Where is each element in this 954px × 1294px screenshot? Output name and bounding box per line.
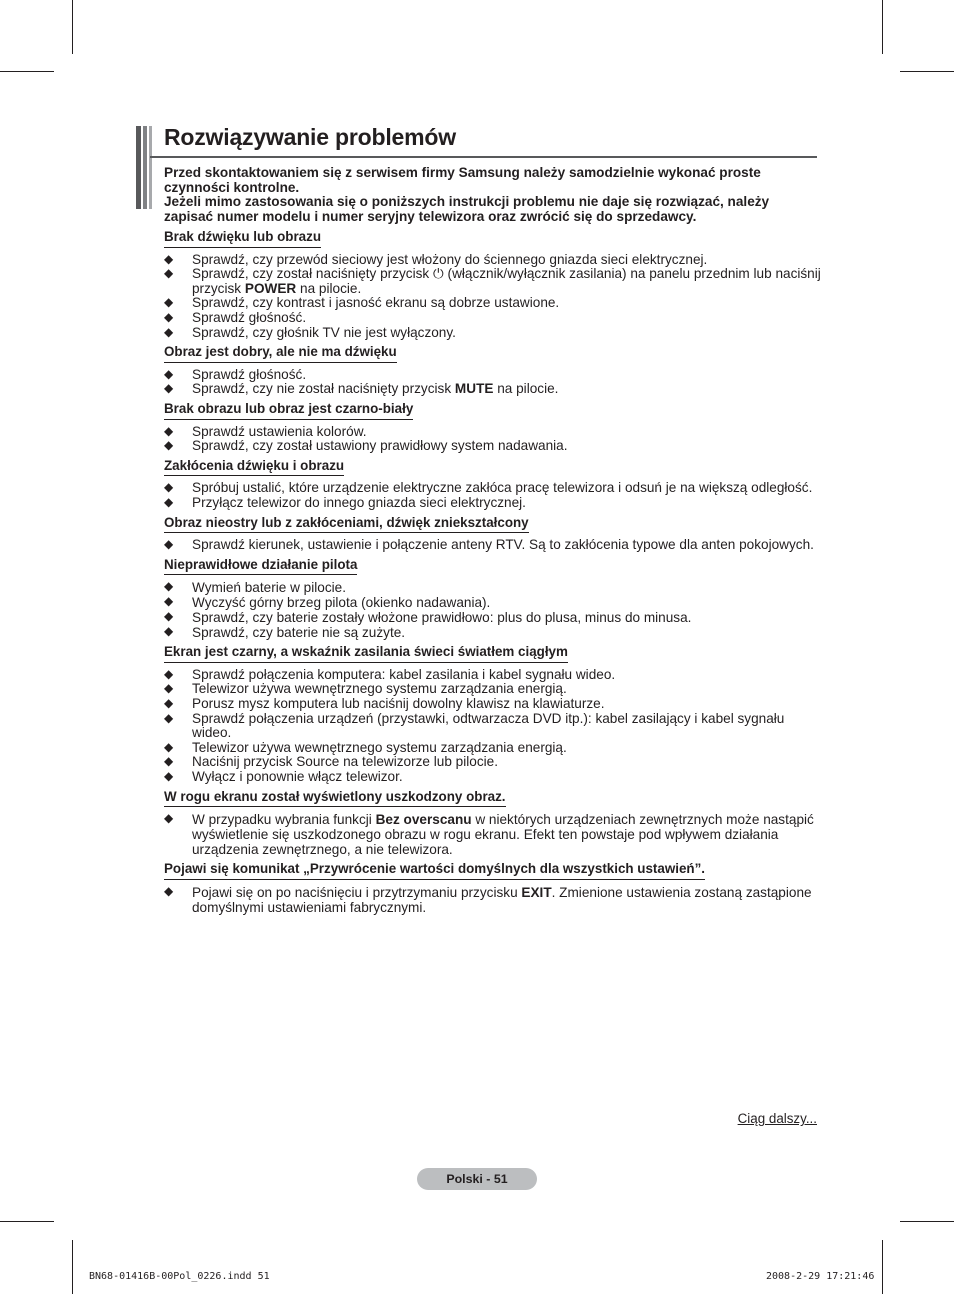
list-item: ◆ Wyłącz i ponownie włącz telewizor. [164, 769, 403, 785]
list-item: ◆ Sprawdź połączenia komputera: kabel zasilania i kabel sygnału wideo. [164, 666, 616, 682]
section-heading: Zakłócenia dźwięku i obrazu [164, 459, 344, 477]
key-label: POWER [244, 280, 297, 296]
diamond-bullet-icon: ◆ [164, 609, 174, 624]
section [164, 459, 824, 511]
continued-link[interactable]: Ciąg dalszy... [737, 1111, 817, 1126]
list-item: ◆ Porusz mysz komputera lub naciśnij dowolny klawisz na klawiaturze. [164, 696, 605, 712]
diamond-bullet-icon: ◆ [164, 381, 174, 396]
diamond-bullet-icon: ◆ [164, 624, 174, 639]
diamond-bullet-icon: ◆ [164, 366, 174, 381]
crop-mark [72, 0, 73, 54]
list-item: ◆ Wyczyść górny brzeg pilota (okienko nadawania). [164, 594, 491, 611]
diamond-bullet-icon: ◆ [164, 666, 174, 681]
crop-mark [882, 0, 883, 54]
checklist [164, 425, 824, 454]
footer-file: BN68-01416B-00Pol_0226.indd 51 [89, 1271, 270, 1282]
list-item: ◆ Sprawdź, czy nie został naciśnięty przycisk MUTE na pilocie. [164, 381, 559, 397]
list-item: ◆ Sprawdź, czy baterie zostały włożone prawidłowo: plus do plusa, minus do minusa. [164, 609, 692, 626]
list-item: ◆ Wymień baterie w pilocie. [164, 579, 346, 596]
section [164, 345, 824, 397]
list-item: ◆ Naciśnij przycisk Source na telewizorze lub pilocie. [164, 754, 498, 770]
checklist [164, 580, 824, 640]
list-item: ◆ Sprawdź, czy głośnik TV nie jest wyłączony. [164, 324, 456, 340]
list-item: ◆ Sprawdź kierunek, ustawienie i połączenie anteny RTV. Są to zakłócenia typowe dla anten pokojowych. [164, 537, 814, 553]
section-heading: W rogu ekranu został wyświetlony uszkodzony obraz. [164, 790, 506, 808]
crop-mark [0, 1221, 54, 1222]
list-item: ◆ Sprawdź, czy został naciśnięty przycisk ⏻ (włącznik/wyłącznik zasilania) na panelu przednim lub naciśnij przycisk POWER na pilocie. [164, 266, 821, 296]
diamond-bullet-icon: ◆ [164, 883, 174, 898]
diamond-bullet-icon: ◆ [164, 324, 174, 339]
diamond-bullet-icon: ◆ [164, 438, 174, 453]
list-item: ◆ Sprawdź głośność. [164, 366, 307, 382]
section [164, 645, 824, 784]
crop-mark [900, 71, 954, 72]
diamond-bullet-icon: ◆ [164, 266, 174, 281]
title-decoration-bars [136, 126, 152, 209]
section-heading: Nieprawidłowe działanie pilota [164, 558, 357, 576]
list-item: ◆ Sprawdź, czy baterie nie są zużyte. [164, 624, 406, 641]
list-item: ◆ Sprawdź ustawienia kolorów. [164, 423, 367, 439]
checklist [164, 481, 824, 510]
list-item: ◆ Spróbuj ustalić, które urządzenie elektryczne zakłóca pracę telewizora i odsuń je na większą odległość. [164, 480, 813, 496]
section [164, 402, 824, 454]
diamond-bullet-icon: ◆ [164, 295, 174, 310]
diamond-bullet-icon: ◆ [164, 579, 174, 594]
diamond-bullet-icon: ◆ [164, 251, 174, 266]
intro-paragraph: Przed skontaktowaniem się z serwisem firmy Samsung należy samodzielnie wykonać proste czynności kontrolne. [164, 165, 761, 195]
diamond-bullet-icon: ◆ [164, 710, 174, 725]
checklist [164, 812, 824, 857]
checklist [164, 538, 824, 553]
crop-mark [0, 71, 54, 72]
list-item: ◆ Sprawdź, czy kontrast i jasność ekranu są dobrze ustawione. [164, 295, 560, 311]
crop-mark [72, 1240, 73, 1294]
power-icon: ⏻ [433, 266, 444, 282]
diamond-bullet-icon: ◆ [164, 594, 174, 609]
crop-mark [900, 1221, 954, 1222]
title-rule [150, 156, 817, 158]
checklist [164, 253, 824, 341]
section-heading: Obraz nieostry lub z zakłóceniami, dźwięk zniekształcony [164, 516, 529, 534]
diamond-bullet-icon: ◆ [164, 754, 174, 769]
list-item: ◆ Sprawdź, czy przewód sieciowy jest włożony do ściennego gniazda sieci elektrycznej. [164, 251, 708, 267]
crop-mark [882, 1240, 883, 1294]
list-item: ◆ Sprawdź głośność. [164, 309, 307, 325]
diamond-bullet-icon: ◆ [164, 739, 174, 754]
troubleshooting-sections [164, 230, 824, 920]
checklist [164, 668, 824, 785]
section-heading: Brak dźwięku lub obrazu [164, 230, 321, 248]
diamond-bullet-icon: ◆ [164, 696, 174, 711]
key-label: Bez overscanu [375, 812, 472, 828]
page-number-badge: Polski - 51 [417, 1168, 537, 1190]
section-heading: Brak obrazu lub obraz jest czarno-biały [164, 402, 413, 420]
list-item: ◆ Sprawdź, czy został ustawiony prawidłowy system nadawania. [164, 438, 568, 454]
list-item: ◆ W przypadku wybrania funkcji Bez overscanu w niektórych urządzeniach zewnętrznych może nastąpić wyświetlenie się uszkodzonego obrazu w rogu ekranu. Efekt ten powstaje pod wpływem działania urządzenia zewnętrznego, a nie telewizora. [164, 811, 814, 858]
section-heading: Ekran jest czarny, a wskaźnik zasilania świeci światłem ciągłym [164, 645, 568, 663]
diamond-bullet-icon: ◆ [164, 769, 174, 784]
list-item: ◆ Sprawdź połączenia urządzeń (przystawki, odtwarzacza DVD itp.): kabel zasilający i kabel sygnału wideo. [164, 710, 785, 741]
diamond-bullet-icon: ◆ [164, 811, 174, 826]
diamond-bullet-icon: ◆ [164, 423, 174, 438]
section [164, 862, 824, 915]
list-item: ◆ Telewizor używa wewnętrznego systemu zarządzania energią. [164, 681, 567, 697]
list-item: ◆ Przyłącz telewizor do innego gniazda sieci elektrycznej. [164, 494, 526, 510]
diamond-bullet-icon: ◆ [164, 537, 174, 552]
section [164, 516, 824, 553]
section-heading: Obraz jest dobry, ale nie ma dźwięku [164, 345, 397, 363]
diamond-bullet-icon: ◆ [164, 494, 174, 509]
section [164, 230, 824, 340]
section [164, 790, 824, 858]
section-heading: Pojawi się komunikat „Przywrócenie wartości domyślnych dla wszystkich ustawień”. [164, 862, 705, 880]
list-item: ◆ Pojawi się on po naciśnięciu i przytrzymaniu przycisku EXIT. Zmienione ustawienia zostaną zastąpione domyślnymi ustawieniami fabrycznymi. [164, 883, 812, 915]
diamond-bullet-icon: ◆ [164, 681, 174, 696]
page-title: Rozwiązywanie problemów [164, 124, 456, 150]
footer-datetime: 2008-2-29 17:21:46 [766, 1271, 875, 1282]
checklist [164, 885, 824, 915]
checklist [164, 368, 824, 397]
key-label: MUTE [454, 381, 494, 397]
list-item: ◆ Telewizor używa wewnętrznego systemu zarządzania energią. [164, 739, 567, 755]
section [164, 558, 824, 641]
diamond-bullet-icon: ◆ [164, 480, 174, 495]
diamond-bullet-icon: ◆ [164, 309, 174, 324]
key-label: EXIT [521, 884, 552, 900]
intro-paragraph: Jeżeli mimo zastosowania się o poniższych instrukcji problemu nie daje się rozwiązać, należy zapisać numer modelu i numer seryjny telewizora oraz zwrócić się do sprzedawcy. [164, 194, 770, 224]
intro-text [164, 166, 804, 224]
